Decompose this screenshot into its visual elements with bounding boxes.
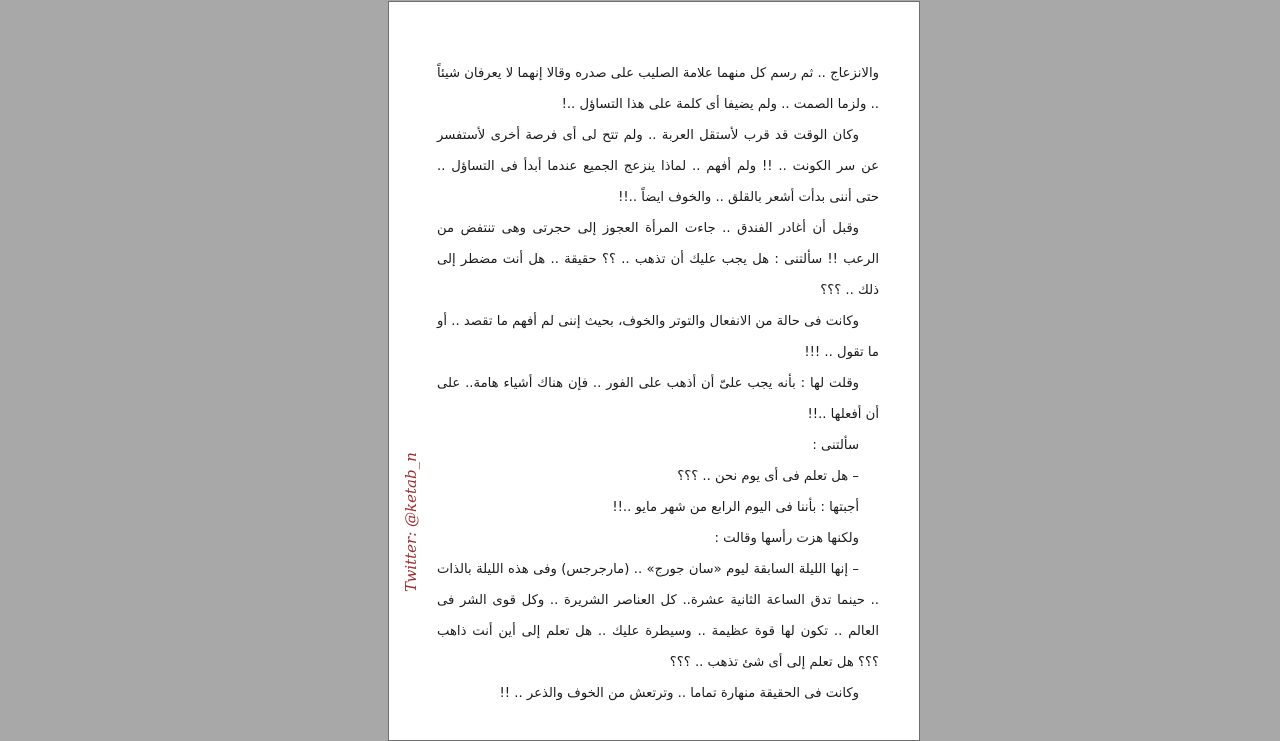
paragraph-1: والانزعاج .. ثم رسم كل منهما علامة الصليب على صدره وقالا إنهما لا يعرفان شيئاً .. ولزما الصمت .. ولم يضيفا أى كلمة على هذا التساؤل ..!: [437, 66, 879, 112]
paragraph-6: سألتنى :: [812, 438, 859, 453]
watermark-text: Twitter: @ketab_n: [402, 452, 420, 592]
paragraph-4: وكانت فى حالة من الانفعال والتوتر والخوف، بحيث إننى لم أفهم ما تقصد .. أو ما تقول .. !!!: [437, 314, 879, 360]
paragraph-11: وكانت فى الحقيقة منهارة تماما .. وترتعش من الخوف والذعر .. !!: [499, 686, 859, 701]
paragraph-9: ولكنها هزت رأسها وقالت :: [714, 531, 859, 546]
paragraph-5: وقلت لها : بأنه يجب علىّ أن أذهب على الفور .. فإن هناك أشياء هامة.. على أن أفعلها ..!!: [437, 376, 879, 422]
paragraph-3: وقبل أن أغادر الفندق .. جاءت المرأة العجوز إلى حجرتى وهى تنتفض من الرعب !! سألتنى : هل يجب عليك أن تذهب .. ؟؟ حقيقة .. هل أنت مضطر إلى ذلك .. ؟؟؟: [437, 221, 879, 298]
document-page: [388, 1, 920, 741]
paragraph-7: – هل تعلم فى أى يوم نحن .. ؟؟؟: [677, 469, 859, 484]
page-text: [437, 58, 879, 709]
paragraph-8: أجبتها : بأننا فى اليوم الرابع من شهر مايو ..!!: [612, 500, 859, 515]
paragraph-10: – إنها الليلة السابقة ليوم «سان جورج» .. (مارجرجس) وفى هذه الليلة بالذات .. حينما تدق الساعة الثانية عشرة.. كل العناصر الشريرة .. وكل قوى الشر فى العالم .. تكون لها قوة عظيمة .. وسيطرة عليك .. هل تعلم إلى أين أنت ذاهب ؟؟؟ هل تعلم إلى أى شئ تذهب .. ؟؟؟: [437, 562, 879, 670]
paragraph-2: وكان الوقت قد قرب لأستقل العربة .. ولم تتح لى أى فرصة أخرى لأستفسر عن سر الكونت .. !! ولم أفهم .. لماذا ينزعج الجميع عندما أبدأ فى التساؤل .. حتى أننى بدأت أشعر بالقلق .. والخوف ايضاً ..!!: [437, 128, 879, 205]
